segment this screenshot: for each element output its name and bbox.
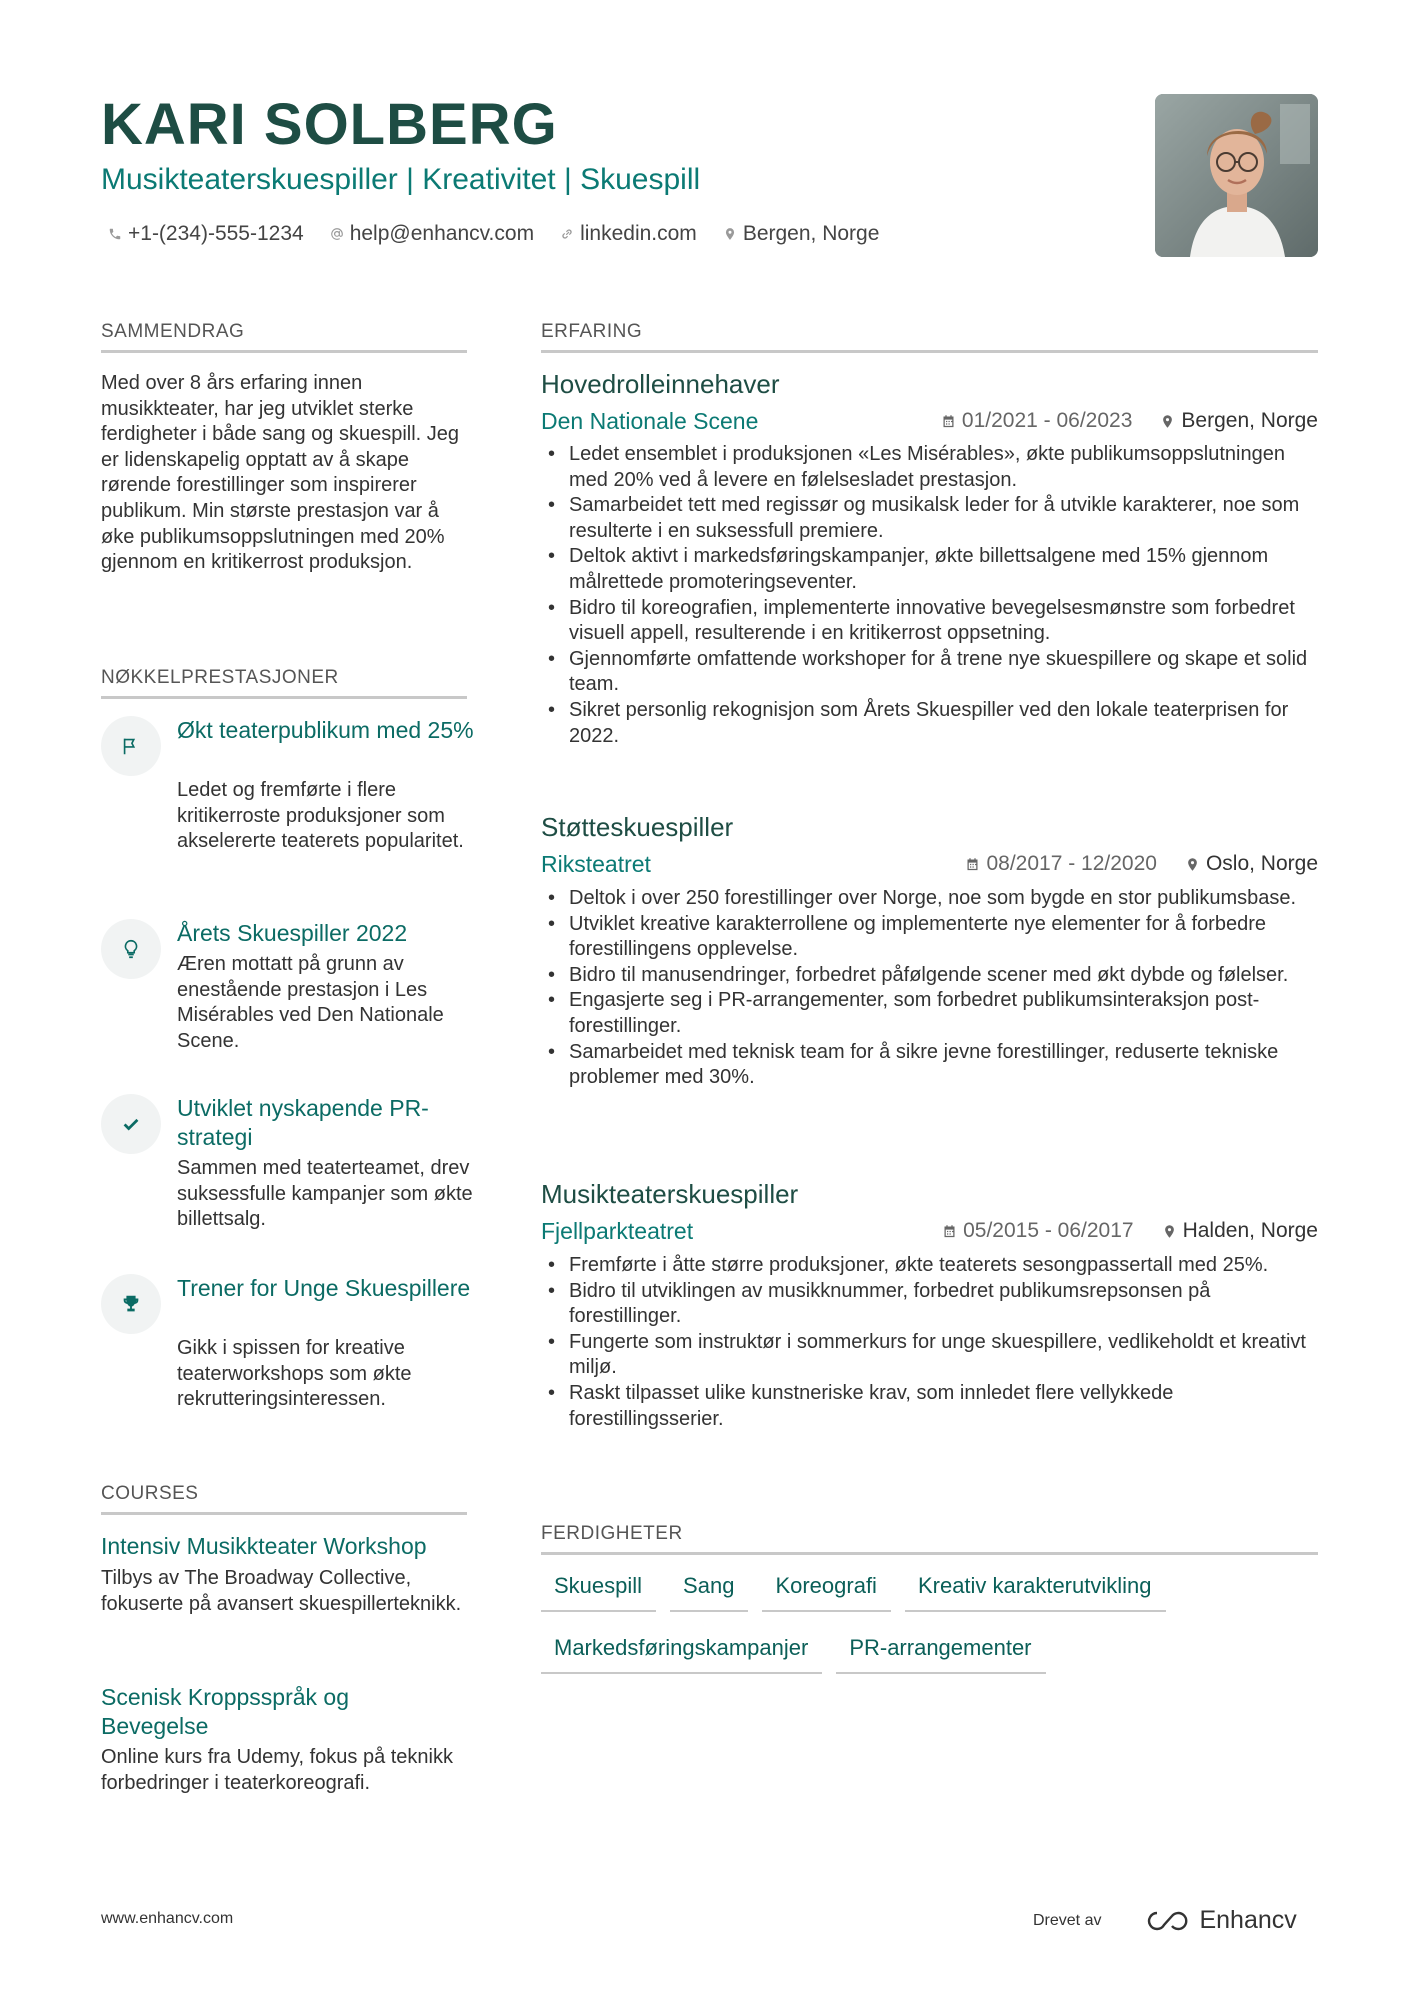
- footer-website[interactable]: www.enhancv.com: [101, 1910, 234, 1927]
- achievements-heading: NØKKELPRESTASJONER: [101, 666, 467, 699]
- job-bullets: [548, 886, 1318, 1091]
- phone-icon: [108, 227, 122, 241]
- job-bullets: [548, 1253, 1318, 1432]
- skill-tag: PR-arrangementer: [836, 1630, 1045, 1674]
- job-dates: [965, 849, 1156, 879]
- summary-heading: SAMMENDRAG: [101, 320, 467, 353]
- achievement-title: Økt teaterpublikum med 25%: [177, 717, 474, 743]
- achievement-icon-wrap: [101, 1274, 161, 1334]
- bullet-item: • Raskt tilpasset ulike kunstneriske krav, som innledet flere vellykkede forestillingsserier.: [548, 1381, 1318, 1432]
- profile-photo: [1155, 94, 1318, 257]
- bullet-item: • Bidro til koreografien, implementerte innovative bevegelsesmønstre som forbedret visuell appell, resulterende i en kritikerrost oppsetning.: [548, 596, 1318, 647]
- achievement-desc: Æren mottatt på grunn av enestående prestasjon i Les Misérables ved Den Nationale Scene.: [177, 953, 444, 1052]
- location-pin-icon: [723, 227, 737, 241]
- achievement-title: Årets Skuespiller 2022: [177, 920, 408, 946]
- contact-linkedin[interactable]: [560, 220, 697, 248]
- bullet-item: • Gjennomførte omfattende workshoper for å trene nye skuespillere og skape et solid team.: [548, 647, 1318, 698]
- course-desc: Tilbys av The Broadway Collective, fokuserte på avansert skuespillerteknikk.: [101, 1567, 462, 1615]
- job-dates-text: 08/2017 - 12/2020: [986, 852, 1157, 875]
- achievement-item: [101, 1094, 471, 1244]
- job-dates: [942, 1216, 1133, 1246]
- location-pin-icon: [1185, 857, 1200, 872]
- achievement-item: [101, 716, 474, 886]
- achievement-icon-wrap: [101, 919, 161, 979]
- bullet-item: • Utviklet kreative karakterrollene og implementerte nye elementer for å forbedre forestillingens opplevelse.: [548, 912, 1318, 963]
- calendar-icon: [942, 1224, 957, 1239]
- contact-phone: [108, 220, 304, 248]
- skills-heading: FERDIGHETER: [541, 1522, 1318, 1555]
- bullet-item: • Fremførte i åtte større produksjoner, økte teaterets sesongpassertall med 25%.: [548, 1253, 1318, 1279]
- job-title: Musikteaterskuespiller: [541, 1179, 799, 1209]
- bullet-item: • Sikret personlig rekognisjon som Årets Skuespiller ved den lokale teaterprisen for 2022.: [548, 698, 1318, 749]
- trophy-icon: [120, 1293, 142, 1315]
- job-location-text: Bergen, Norge: [1181, 409, 1318, 432]
- achievement-item: [101, 1274, 471, 1424]
- powered-by-text: Drevet av: [1033, 1911, 1102, 1929]
- summary-text: Med over 8 års erfaring innen musikkteater, har jeg utviklet sterke ferdigheter i både sang og skuespill. Jeg er lidenskapelig opptatt av å skape rørende forestillinger som inspirerer publikum. Min største prestasjon var å øke publikumsoppslutningen med 20% gjennom en kritikerrost produksjon.: [101, 372, 460, 574]
- calendar-icon: [941, 414, 956, 429]
- job-dates-text: 01/2021 - 06/2023: [961, 409, 1133, 432]
- skill-tag: Sang: [670, 1568, 748, 1612]
- flag-icon: [120, 735, 142, 757]
- job-bullets: [548, 442, 1318, 749]
- portrait-illustration: [1155, 94, 1318, 257]
- candidate-name: KARI SOLBERG: [101, 92, 558, 157]
- infinity-logo-icon: [1145, 1909, 1191, 1933]
- location-pin-icon: [1160, 414, 1175, 429]
- link-icon: [560, 227, 574, 241]
- job-title: Hovedrolleinnehaver: [541, 369, 780, 399]
- skill-tag: Markedsføringskampanjer: [541, 1630, 822, 1674]
- achievement-title: Utviklet nyskapende PR-strategi: [177, 1095, 429, 1150]
- bullet-item: • Bidro til manusendringer, forbedret påfølgende scener med økt dybde og følelser.: [548, 963, 1318, 989]
- skill-tag: Kreativ karakterutvikling: [905, 1568, 1166, 1612]
- skill-tag: Skuespill: [541, 1568, 656, 1612]
- job-meta: [941, 406, 1318, 436]
- job-location-text: Halden, Norge: [1182, 1219, 1318, 1242]
- bullet-item: • Bidro til utviklingen av musikknummer, forbedret publikumsrepsonsen på forestillinger.: [548, 1279, 1318, 1330]
- company-name: Fjellparkteatret: [541, 1218, 694, 1244]
- job-dates: [941, 406, 1132, 436]
- achievement-icon-wrap: [101, 1094, 161, 1154]
- checkmark-icon: [120, 1113, 142, 1135]
- course-title: Scenisk Kroppsspråk og Bevegelse: [101, 1684, 350, 1739]
- contact-email[interactable]: [330, 220, 534, 248]
- achievement-desc: Gikk i spissen for kreative teaterworkshops som økte rekrutteringsinteressen.: [177, 1337, 412, 1411]
- bullet-item: • Deltok i over 250 forestillinger over Norge, noe som bygde en stor publikumsbase.: [548, 886, 1318, 912]
- linkedin-text[interactable]: linkedin.com: [580, 222, 697, 245]
- experience-heading: ERFARING: [541, 320, 1318, 353]
- achievement-title: Trener for Unge Skuespillere: [177, 1275, 471, 1301]
- footer-branding: [1033, 1906, 1297, 1935]
- contact-location: [723, 220, 880, 248]
- bullet-item: • Samarbeidet tett med regissør og musikalsk leder for å utvikle karakterer, noe som resulterte i en suksessfull premiere.: [548, 493, 1318, 544]
- bullet-item: • Ledet ensemblet i produksjonen «Les Misérables», økte publikumsoppslutningen med 20% ved å levere en følelsesladet prestasjon.: [548, 442, 1318, 493]
- contact-row: [108, 220, 879, 248]
- bullet-item: • Fungerte som instruktør i sommerkurs for unge skuespillere, vedlikeholdt et kreativt miljø.: [548, 1330, 1318, 1381]
- calendar-icon: [965, 857, 980, 872]
- job-meta: [942, 1216, 1318, 1246]
- company-name: Riksteatret: [541, 851, 651, 877]
- achievement-desc: Sammen med teaterteamet, drev suksessfulle kampanjer som økte billettsalg.: [177, 1157, 473, 1231]
- bullet-item: • Deltok aktivt i markedsføringskampanjer, økte billettsalgene med 15% gjennom målrettede promoteringseventer.: [548, 544, 1318, 595]
- enhancv-logo[interactable]: [1145, 1906, 1296, 1935]
- phone-text: +1-(234)-555-1234: [128, 222, 304, 245]
- location-pin-icon: [1162, 1224, 1177, 1239]
- job-meta: [965, 849, 1318, 879]
- brand-name: Enhancv: [1199, 1906, 1297, 1934]
- course-desc: Online kurs fra Udemy, fokus på teknikk forbedringer i teaterkoreografi.: [101, 1746, 453, 1794]
- skill-tag: Koreografi: [762, 1568, 891, 1612]
- achievement-icon-wrap: [101, 716, 161, 776]
- job-location-text: Oslo, Norge: [1205, 852, 1318, 875]
- bullet-item: • Engasjerte seg i PR-arrangementer, som forbedret publikumsinteraksjon post-forestillinger.: [548, 988, 1318, 1039]
- courses-heading: COURSES: [101, 1482, 467, 1515]
- bullet-item: • Samarbeidet med teknisk team for å sikre jevne forestillinger, reduserte tekniske problemer med 30%.: [548, 1040, 1318, 1091]
- email-text[interactable]: help@enhancv.com: [349, 222, 535, 245]
- job-title: Støtteskuespiller: [541, 812, 734, 842]
- course-title: Intensiv Musikkteater Workshop: [101, 1533, 427, 1559]
- at-icon: [330, 227, 344, 241]
- job-dates-text: 05/2015 - 06/2017: [963, 1219, 1134, 1242]
- achievement-item: [101, 919, 471, 1059]
- skills-list: [541, 1568, 1321, 1674]
- company-name: Den Nationale Scene: [541, 408, 759, 434]
- candidate-tagline: Musikteaterskuespiller | Kreativitet | Skuespill: [101, 163, 701, 196]
- location-text: Bergen, Norge: [742, 222, 880, 245]
- achievement-desc: Ledet og fremførte i flere kritikerroste produksjoner som akselererte teaterets popularitet.: [177, 779, 464, 853]
- lightbulb-icon: [120, 938, 142, 960]
